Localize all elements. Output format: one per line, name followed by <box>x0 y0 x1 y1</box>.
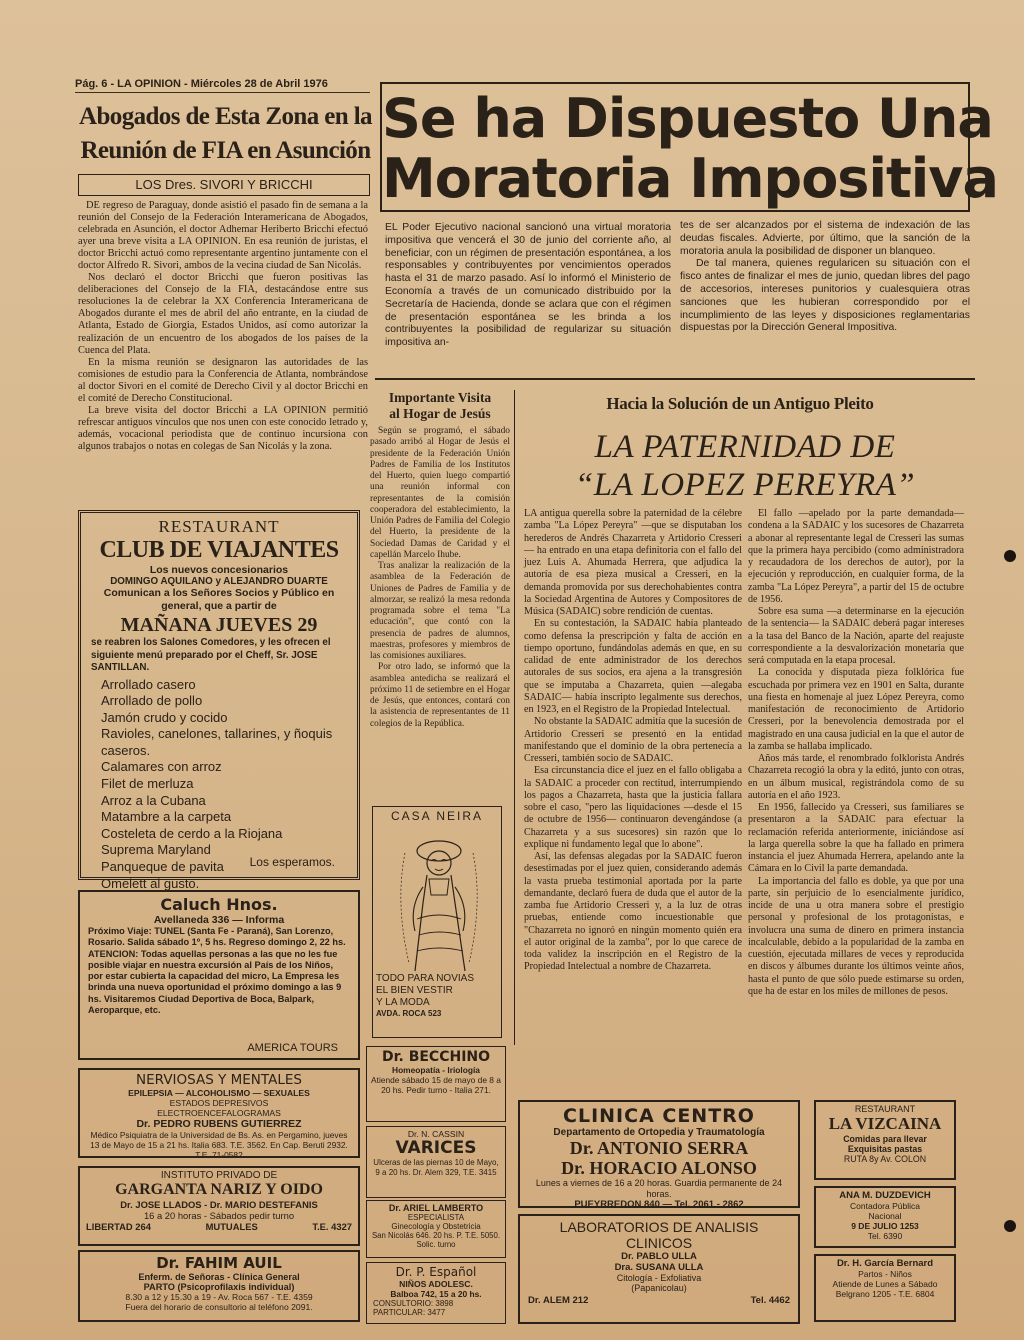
club-line-2: DOMINGO AQUILANO y ALEJANDRO DUARTE <box>110 576 328 587</box>
cassin-text: Ulceras de las piernas 10 de Mayo, 9 a 20 hs. Dr. Alem 329, T.E. 3415 <box>373 1158 499 1177</box>
lab-doctor-1: Dr. PABLO ULLA <box>621 1251 697 1262</box>
vizcaina-line-1: Comidas para llevar <box>843 1134 927 1144</box>
clinica-dept: Departamento de Ortopedia y Traumatología <box>553 1127 765 1138</box>
paternidad-headline <box>520 428 970 504</box>
caluch-text: Próximo Viaje: TUNEL (Santa Fe - Paraná), San Lorenzo, Rosario. Salida sábado 1º, 5 hs. Regreso domingo 2, 22 hs. ATENCION: Todas aquellas personas a las que no les fue posible viajar en nuestra excursión al País de los Niños, por estar cubierta la capacidad del micro, La Empresa les brinda una nueva oportunidad el próximo domingo a las 9 hs. Visitaremos Ciudad Deportiva de Boca, Balpark, Aeroparque, etc. <box>88 926 346 1016</box>
visita-headline-line-2: al Hogar de Jesús <box>389 406 491 421</box>
garganta-doctors: Dr. JOSE LLADOS - Dr. MARIO DESTEFANIS <box>120 1199 318 1210</box>
becchino-specialty: Homeopatía - Iriología <box>392 1065 480 1075</box>
menu-item: Costeleta de cerdo a la Riojana <box>101 825 283 841</box>
moratoria-col-1: EL Poder Ejecutivo nacional sancionó una virtual moratoria impositiva que vencerá el 30 de junio del corriente año, al beneficiar, con un régimen de presentación espontánea, a los responsables y contribuyentes por vencimientos operados hasta el 31 de marzo pasado. Así lo informó el Ministerio de Economía a través de un comunicado distribuido por la Secretaría de Hacienda, donde se aclara que con el régimen de presentación espontánea se les brinda a los contribuyentes la posibilidad de regularizar su situación impositiva an- <box>385 222 671 349</box>
left-paragraph-2: Nos declaró el doctor Bricchi que fueron positivas las deliberaciones del Consejo de la FIA, destacándose entre sus resoluciones la de celebrar la XX Conferencia Interamericana de Abogados durante el mes de abril del año entrante, en la ciudad de Atlanta, Estado de Giorgia, Estados Unidos, así como autorizar la realización de un encuentro de los abogados de los países de la Cuenca del Plata. <box>78 272 368 356</box>
vizcaina-line-3: RUTA 8y Av. COLON <box>843 1154 927 1164</box>
auil-line-4: Fuera del horario de consultorio al teléfono 2091. <box>125 1302 313 1312</box>
left-headline-line-2: Reunión de FIA en Asunción <box>80 137 371 164</box>
clinica-address: PUEYRREDON 840 — Tel. 2061 - 2862 <box>574 1199 744 1210</box>
main-headline-box <box>380 82 998 212</box>
club-name: CLUB DE VIAJANTES <box>99 537 339 563</box>
menu-item: Omelett al gusto. <box>101 875 200 891</box>
moratoria-col-2-p2: De tal manera, quienes regularicen su situación con el fisco antes de finalizar el mes de junio, quedan libres del pago de accesorios, intereses punitorios y cualesquiera otras sanciones que les hubieran correspondido por el incumplimiento de las leyes y disposiciones reglamentarias dispuestas por la Dirección General Impositiva. <box>680 258 970 334</box>
casa-neira-name: CASA NEIRA <box>390 809 484 823</box>
menu-item: Matambre a la carpeta <box>101 809 232 825</box>
left-paragraph-1: DE regreso de Paraguay, donde asistió el pasado fin de semana a la reunión del Consejo de la Federación Interamericana de Abogados, celebrada en Asunción, el doctor Adhemar Heriberto Bricchi efectuó ayer una breve visita a LA OPINION. En esa reunión de juristas, el doctor Bricchi actuó como representante argentino juntamente con el doctor Alfredo R. Sivori, ambos de la vecina ciudad de San Nicolás. <box>78 200 368 272</box>
lab-title-2: CLINICOS <box>625 1235 693 1251</box>
club-line-1: Los nuevos concesionarios <box>149 564 289 576</box>
duzdevich-line-2: Nacional <box>868 1211 902 1221</box>
vizcaina-top: RESTAURANT <box>854 1104 916 1114</box>
left-article-headline <box>78 100 373 168</box>
garganta-phone: T.E. 4327 <box>312 1221 352 1232</box>
lab-address: Dr. ALEM 212 <box>528 1295 589 1306</box>
ad-cassin <box>366 1126 506 1198</box>
paternidad-kicker: Hacia la Solución de un Antiguo Pleito <box>606 394 874 413</box>
ad-casa-neira <box>372 806 502 1038</box>
espanol-particular-value: 3477 <box>427 1308 446 1317</box>
main-headline-line-2: Moratoria Impositiva <box>382 147 998 210</box>
left-paragraph-3: En la misma reunión se designaron las autoridades de las comisiones de estudio para la Conferencia de Atlanta, nombrándose al doctor Sivori en el comité de Derecho Civil y al doctor Bricchi en el comité de Derecho Constitucional. <box>78 356 368 404</box>
moratoria-col-2 <box>680 220 970 335</box>
espanol-row-1 <box>371 1299 501 1308</box>
ad-clinica-centro <box>518 1100 800 1208</box>
ad-vizcaina <box>814 1100 956 1180</box>
espanol-address: Balboa 742, 15 a 20 hs. <box>390 1289 482 1299</box>
paternidad-c2-p2: Sobre esa suma —a determinarse en la ejecución de la sentencia— la SADAIC deberá pagar intereses a la tasa del Banco de la Nación, aparte del reajuste correspondiente a la desvalorización monetaria que será computada en la etapa procesal. <box>748 606 964 666</box>
left-paragraph-4: La breve visita del doctor Bricchi a LA OPINION permitió refrescar antiguos vínculos que nos unen con este conocido letrado y, además, vocacional periodista que de continuo incursiona con algunos trabajos o notas en colegas de San Nicolás y la zona. <box>78 404 368 452</box>
menu-item: Arroz a la Cubana <box>101 792 206 808</box>
main-headline-line-1: Se ha Dispuesto Una <box>382 87 993 150</box>
lab-doctor-2: Dra. SUSANA ULLA <box>614 1262 704 1273</box>
becchino-text: Atiende sábado 15 de mayo de 8 a 20 hs. Pedir turno - Italia 271. <box>371 1075 501 1095</box>
ad-club-viajantes <box>78 510 360 891</box>
left-article-subhead: LOS Dres. SIVORI Y BRICCHI <box>78 174 370 196</box>
paternidad-headline-line-1: LA PATERNIDAD DE <box>594 429 896 465</box>
duzdevich-line-1: Contadora Pública <box>850 1201 920 1211</box>
ad-becchino <box>366 1046 506 1122</box>
visita-p3: Por otro lado, se informó que la asamblea antedicha se realizará el próximo 11 de setiembre en el Hogar de Jesús, que entonces, contará con la asistencia de representantes de 11 colegios de la República. <box>370 662 510 729</box>
ad-espanol <box>366 1262 506 1324</box>
ad-bernard <box>814 1254 956 1322</box>
menu-item: Arrollado de pollo <box>101 693 203 709</box>
casa-neira-slogan-1: TODO PARA NOVIAS <box>376 973 474 984</box>
auil-line-2: PARTO (Psicoprofilaxis individual) <box>143 1282 295 1292</box>
gutierrez-doctor: Dr. PEDRO RUBENS GUTIERREZ <box>136 1118 302 1130</box>
lamberto-specialty: ESPECIALISTA <box>407 1213 465 1222</box>
becchino-name: Dr. BECCHINO <box>381 1049 491 1065</box>
cassin-title: VARICES <box>395 1138 477 1158</box>
menu-item: Filet de merluza <box>101 776 194 792</box>
vizcaina-name: LA VIZCAINA <box>828 1114 942 1133</box>
paternidad-c2-p4: Años más tarde, el renombrado folklorista Andrés Chazarreta recogió la obra y la editó, junto con otras, en un álbum musical, registrándola como de su autoría en el año 1923. <box>748 753 964 801</box>
gutierrez-text: Médico Psiquiatra de la Universidad de Bs. As. en Pergamino, jueves 13 de Mayo de 15 a 21 hs. Italia 683. T.E. 3562. En Cap. Beruti 2932. T.E. 71-0582 <box>90 1130 348 1160</box>
espanol-particular-label: PARTICULAR: <box>373 1308 426 1317</box>
garganta-hours: 16 a 20 horas - Sábados pedir turno <box>143 1210 295 1221</box>
ad-caluch <box>78 890 360 1060</box>
bernard-name: Dr. H. García Bernard <box>836 1258 934 1269</box>
club-line-4: se reabren los Salones Comedores, y les ofrecen el siguiente menú preparado por el Cheff, Sr. JOSE SANTILLAN. <box>91 637 331 673</box>
club-date: MAÑANA JUEVES 29 <box>120 614 318 636</box>
espanol-consultorio-value: 3898 <box>435 1299 454 1308</box>
menu-item: Jamón crudo y cocido <box>101 709 228 725</box>
gutierrez-title: NERVIOSAS Y MENTALES <box>136 1072 302 1088</box>
clinica-doctor-2: Dr. HORACIO ALONSO <box>561 1158 757 1178</box>
bernard-line-2: Atiende de Lunes a Sábado <box>832 1279 938 1289</box>
lab-phone: Tel. 4462 <box>750 1295 790 1306</box>
duzdevich-line-4: Tel. 6390 <box>867 1231 903 1241</box>
gutierrez-sub-3: ELECTROENCEFALOGRAMAS <box>157 1108 281 1118</box>
lab-specialty-1: Citología - Exfoliativa <box>616 1273 702 1283</box>
caluch-footer: AMERICA TOURS <box>247 1042 338 1054</box>
paternidad-col-1 <box>524 508 742 974</box>
visita-body <box>370 426 510 730</box>
casa-neira-slogan-3: Y LA MODA <box>376 997 430 1008</box>
lamberto-text: San Nicolás 646. 20 hs. P. T.E. 5050. Solic. turno <box>371 1231 500 1249</box>
casa-neira-address: AVDA. ROCA 523 <box>376 1009 442 1018</box>
duzdevich-name: ANA M. DUZDEVICH <box>839 1190 931 1201</box>
folio-line: Pág. 6 - LA OPINION - Miércoles 28 de Abril 1976 <box>75 78 370 93</box>
caluch-name: Caluch Hnos. <box>160 895 278 914</box>
clinica-doctor-1: Dr. ANTONIO SERRA <box>569 1138 749 1158</box>
garganta-address: LIBERTAD 264 <box>86 1221 151 1232</box>
paternidad-c2-p6: La importancia del fallo es doble, ya que por una parte, sin perjuicio de lo esencialmente jurídico, incide de una u otra manera sobre el prestigio personal y profesional de los protagonistas, e involucra una suma de dinero en primera instancia incalculable, debido a la popularidad de la zamba en cuestión, ejecutada millares de veces y reproducida en discos y álbumes durante los últimos veinte años, hasta el punto de que sólo puede estimarse su orden, que ha de estar en los miles de millones de pesos. <box>748 875 964 997</box>
garganta-top: INSTITUTO PRIVADO DE <box>160 1170 278 1181</box>
duzdevich-line-3: 9 DE JULIO 1253 <box>851 1221 919 1231</box>
garganta-mutuales: MUTUALES <box>205 1221 258 1232</box>
gutierrez-sub-2: ESTADOS DEPRESIVOS <box>169 1098 269 1108</box>
moratoria-col-2-p1: tes de ser alcanzados por el sistema de indexación de las deudas fiscales. Advierte, por último, que la sanción de la moratoria anula la posibilidad de disponer un blanqueo. <box>680 220 970 257</box>
auil-line-3: 8.30 a 12 y 15.30 a 19 - Av. Roca 567 - T.E. 4359 <box>125 1292 313 1302</box>
lab-specialty-2: (Papanicolau) <box>631 1283 687 1293</box>
left-article-body <box>78 200 368 453</box>
moratoria-bottom-rule <box>375 378 975 380</box>
club-closing: Los esperamos. <box>249 855 335 869</box>
paternidad-c2-p5: En 1956, fallecido ya Cresseri, sus familiares se presentaron a la SADAIC para efectuar la reclamación referida anteriormente, iniciándose así la larga querella sobre la que ha fallado en primera instancia el juez Ahumada Herrera, apelando ante la Cámara en lo Civil la parte demandada. <box>748 802 964 875</box>
ad-gutierrez <box>78 1068 360 1158</box>
paternidad-c2-p3: La conocida y disputada pieza folklórica fue escuchada por primera vez en 1901 en Salta, durante una fiesta en homenaje al juez López Pereyra, como manifestación de reconocimiento de Artidorio Cresseri, por la benevolencia demostrada por el magistrado en una causa judicial en la que el autor de la zamba se hallaba implicado. <box>748 667 964 752</box>
paternidad-c1-p1: LA antigua querella sobre la paternidad de la célebre zamba "La López Pereyra" —que se disputaban los herederos de Andrés Chazarreta y Artidorio Cresseri— ha entrado en una etapa definitoria con el fallo del juez Luis A. Ahumada Herrera, que adjudica la autoría de esa pieza musical a Cresseri, en la demanda promovida por sus derechohabientes contra la Sociedad Argentina de Autores y Compositores de Música (SADAIC) sobre rendición de cuentas. <box>524 508 742 617</box>
clinica-name: CLINICA CENTRO <box>563 1105 755 1127</box>
binder-hole-icon <box>1004 550 1016 562</box>
ad-garganta <box>78 1166 360 1246</box>
clinica-hours: Lunes a viernes de 16 a 20 horas. Guardia permanente de 24 horas. <box>535 1178 783 1199</box>
bride-illustration-icon <box>375 823 499 973</box>
menu-item: Panqueque de pavita <box>101 859 224 875</box>
auil-name: Dr. FAHIM AUIL <box>156 1254 282 1272</box>
column-divider <box>514 390 515 1045</box>
garganta-footer-row <box>86 1221 352 1232</box>
ad-duzdevich <box>814 1186 956 1248</box>
menu-item: Arrollado casero <box>101 676 196 692</box>
vizcaina-line-2: Exquisitas pastas <box>847 1144 923 1154</box>
visita-p1: Según se programó, el sábado pasado arribó al Hogar de Jesús el presidente de la Federación Unión Padres de Familia de los Institutos del Huerto, quien luego compartió una reunión informal con representantes de la comisión cooperadora del establecimiento, la Unión Padres de Familia del Colegio del Huerto, la presidente de la Sociedad Damas de Caridad y el capellán Marcelo Ihube. <box>370 426 510 560</box>
paternidad-col-2 <box>748 508 964 998</box>
club-top: RESTAURANT <box>158 517 280 536</box>
visita-headline <box>370 390 510 422</box>
espanol-consultorio-label: CONSULTORIO: <box>373 1299 434 1308</box>
espanol-name: Dr. P. Español <box>395 1265 477 1279</box>
lab-title-1: LABORATORIOS DE ANALISIS <box>559 1219 759 1235</box>
garganta-title: GARGANTA NARIZ Y OIDO <box>115 1181 323 1198</box>
gutierrez-sub-1: EPILEPSIA — ALCOHOLISMO — SEXUALES <box>128 1088 310 1098</box>
lab-footer-row <box>528 1295 790 1306</box>
cassin-name: Dr. N. CASSIN <box>407 1129 465 1139</box>
espanol-specialty: NIÑOS ADOLESC. <box>399 1279 473 1289</box>
paternidad-c1-p4: Esa circunstancia dice el juez en el fallo obligaba a la SADAIC a proceder con rectitud, interrumpiendo los pagos a Chazarreta, hasta que la justicia fallara sobre el caso, "pero las liquidaciones —desde el 15 de octubre de 1956— continuaron devengándose (a Chazarreta y a sus sucesores) sin razón que lo explique ni fundamento legal que lo abone". <box>524 765 742 850</box>
paternidad-headline-line-2: “LA LOPEZ PEREYRA” <box>574 467 916 503</box>
caluch-address: Avellaneda 336 — Informa <box>153 914 285 926</box>
ad-laboratorio <box>518 1214 800 1324</box>
lamberto-name: Dr. ARIEL LAMBERTO <box>388 1203 484 1213</box>
bernard-line-3: Belgrano 1205 - T.E. 6804 <box>835 1289 935 1299</box>
lamberto-sub: Ginecología y Obstetricia <box>391 1222 481 1231</box>
binder-hole-icon <box>1004 1220 1016 1232</box>
bernard-line-1: Partos - Niños <box>858 1269 912 1279</box>
ad-auil <box>78 1250 360 1322</box>
club-line-3: Comunican a los Señores Socios y Público en general, que a partir de <box>103 587 335 612</box>
visita-p2: Tras analizar la realización de la asamblea de la Federación de Uniones de Padres de Familia y de almorzar, se realizó la mesa redonda programada sobre el tema "La educación", que contó con la presencia de padres de alumnos, maestras, profesores y miembros de las comisiones auxiliares. <box>370 561 510 661</box>
auil-line-1: Enferm. de Señoras - Clínica General <box>138 1272 300 1282</box>
menu-item: Suprema Maryland <box>101 842 211 858</box>
paternidad-c1-p5: Así, las defensas alegadas por la SADAIC fueron desestimadas por el juez quien, considerando además la vasta prueba testimonial aportada por la parte demandante, declaró fuera de duda que el autor de la zamba fue Artidorio Cresseri y, a la luz de otras pruebas, entiende como incuestionable que "Chazarreta no ignoró en ningún momento quién era el autor original de la zamba", por lo que carece de toda validez la inscripción en el Registro de la Propiedad Intelectual a nombre de Chazarreta. <box>524 851 742 973</box>
menu-item: Ravioles, canelones, tallarines, y ñoquis caseros. <box>101 726 333 758</box>
menu-item: Calamares con arroz <box>101 759 222 775</box>
visita-headline-line-1: Importante Visita <box>388 390 492 405</box>
left-headline-line-1: Abogados de Esta Zona en la <box>79 103 372 130</box>
paternidad-c1-p3: No obstante la SADAIC admitía que la sucesión de Artidorio Cresseri se presentó en la entidad manifestando que el dominio de la obra pertenecía a Cresseri, también socio de SADAIC. <box>524 716 742 764</box>
paternidad-c2-p1: El fallo —apelado por la parte demandada— condena a la SADAIC y los sucesores de Chazarreta a abonar al representante legal de Cresseri las sumas que la primera haya percibido (como administradora y recaudadora de los derechos de autor), por la ejecución y reproducción, en cualquier forma, de la zamba "La López Pereyra", a partir del 15 de octubre de 1956. <box>748 508 964 605</box>
espanol-row-2 <box>371 1308 501 1317</box>
paternidad-c1-p2: En su contestación, la SADAIC había planteado como defensa la prescripción y falta de acción en tiempo oportuno, fundándolas además en que, en su calidad de ente administrador de los derechos autorales de sus socios, era ajena a la transgresión que se imputaba a Chazarreta, quien —alegaba SADAIC— había inscripto legalmente sus derechos, en 1923, en el Registro de la Propiedad Intelectual. <box>524 618 742 715</box>
ad-lamberto <box>366 1200 506 1258</box>
casa-neira-slogan-2: EL BIEN VESTIR <box>376 985 453 996</box>
